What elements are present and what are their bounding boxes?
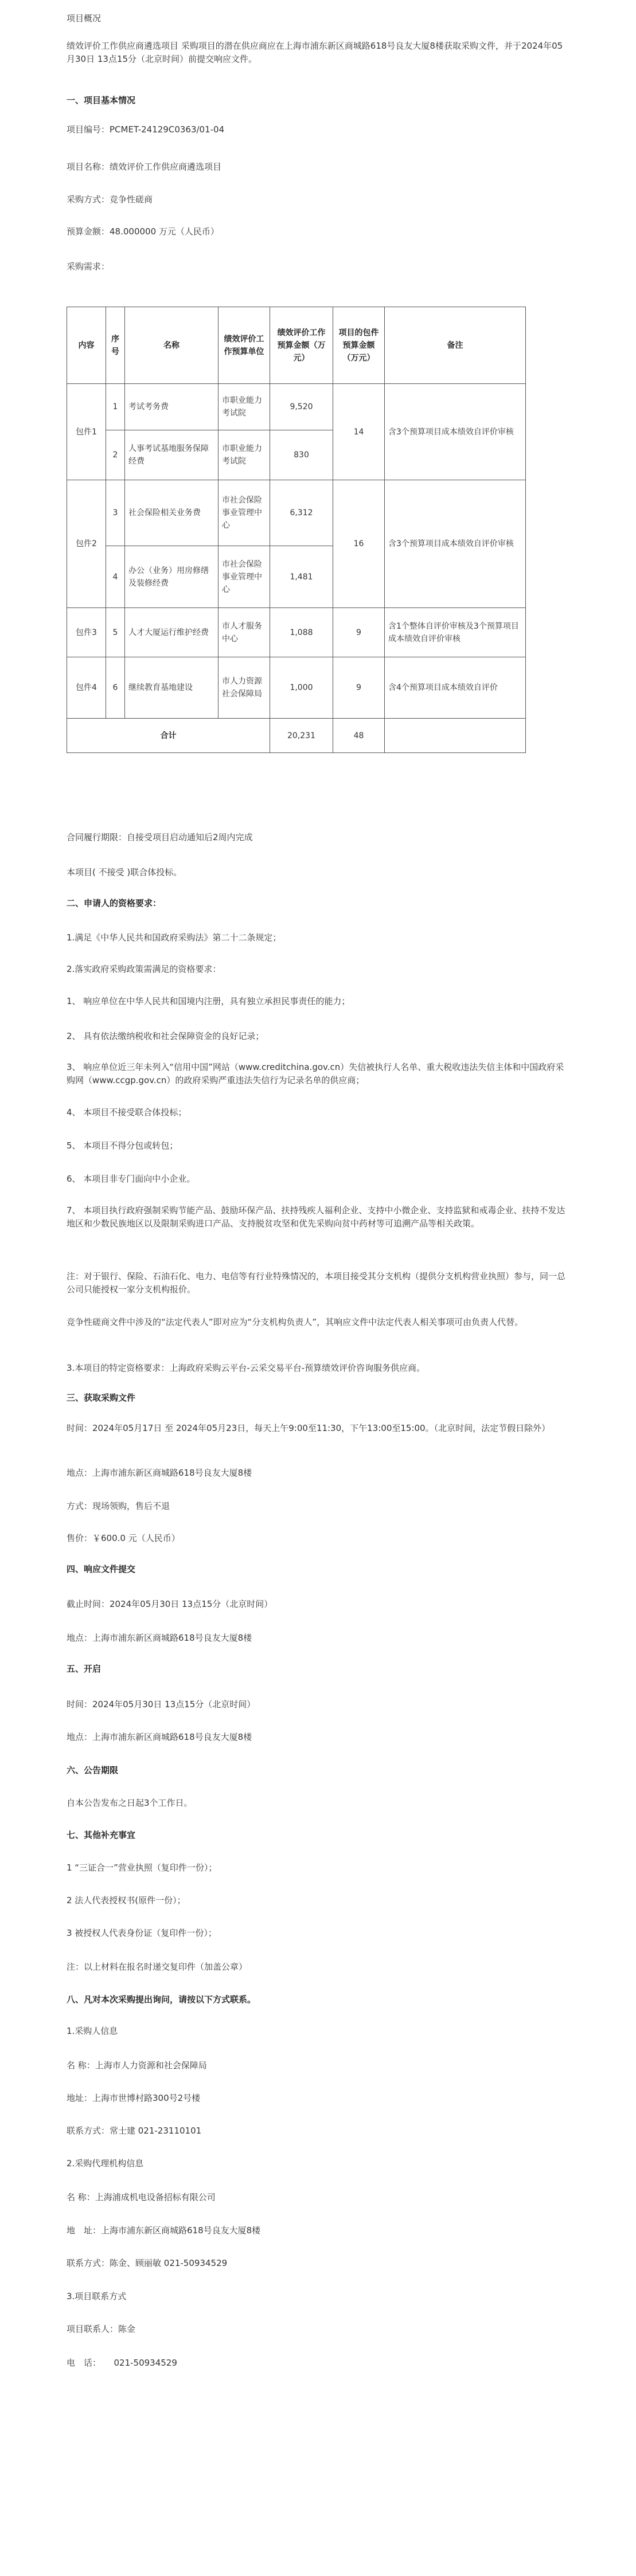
section-6-heading: 六、公告期限 (67, 1765, 119, 1775)
row-unit: 市社会保险事业管理中心 (218, 480, 270, 546)
table-row (67, 608, 526, 657)
notice-period: 自本公告发布之日起3个工作日。 (67, 1798, 193, 1808)
row-unit: 市职业能力考试院 (218, 430, 270, 480)
material-3: 3 被授权人代表身份证（复印件一份）； (67, 1928, 217, 1938)
row-name: 继续教育基地建设 (125, 657, 218, 719)
section-5-heading: 五、开启 (67, 1664, 102, 1674)
material-note: 注：以上材料在报名时递交复印件（加盖公章） (67, 1962, 248, 1972)
header-name: 名称 (125, 307, 218, 384)
project-contact-person: 项目联系人：陈金 (67, 2324, 136, 2334)
row-no: 6 (106, 657, 125, 719)
total-amount: 48 (333, 719, 385, 753)
row-value: 830 (270, 430, 333, 480)
project-name: 项目名称：绩效评价工作供应商遴选项目 (67, 162, 222, 172)
row-no: 3 (106, 480, 125, 546)
package-amount: 9 (333, 657, 385, 719)
requirement-7: 7、 本项目执行政府强制采购节能产品、鼓励环保产品、扶持残疾人福利企业、支持中小微企业、支持监狱和戒毒企业、扶持不发达地区和少数民族地区以及限制采购进口产品、支持脱贫攻坚和优先采购向贫中药材等可追溯产品等相关政策。 (67, 1205, 565, 1229)
table-row (67, 657, 526, 719)
material-2: 2 法人代表授权书(原件一份）； (67, 1895, 186, 1905)
overview-text: 绩效评价工作供应商遴选项目 采购项目的潜在供应商应在上海市浦东新区商城路618号良友大厦8楼获取采购文件，并于2024年05月30日 13点15分（北京时间）前提交响应文件。 (67, 41, 563, 64)
row-name: 人才大厦运行维护经费 (125, 608, 218, 657)
acquire-time: 时间：2024年05月17日 至 2024年05月23日，每天上午9:00至11:30，下午13:00至15:00。（北京时间，法定节假日除外） (67, 1423, 551, 1433)
table-row (67, 384, 526, 430)
package-amount: 14 (333, 384, 385, 480)
section-2-heading: 二、申请人的资格要求： (67, 898, 162, 908)
section-3-heading: 三、获取采购文件 (67, 1393, 136, 1403)
overview-title: 项目概况 (67, 13, 102, 23)
procurement-table (67, 307, 526, 753)
purchaser-contact: 联系方式：常士建 021-23110101 (67, 2126, 202, 2136)
submit-place: 地点：上海市浦东新区商城路618号良友大厦8楼 (67, 1633, 252, 1643)
row-name: 社会保险相关业务费 (125, 480, 218, 546)
acquire-method: 方式：现场领购，售后不退 (67, 1501, 170, 1511)
section-7-heading: 七、其他补充事宜 (67, 1830, 136, 1840)
row-no: 5 (106, 608, 125, 657)
package-note: 含3个预算项目成本绩效自评价审核 (385, 480, 526, 608)
opening-place: 地点：上海市浦东新区商城路618号良友大厦8楼 (67, 1732, 252, 1742)
row-unit: 市社会保险事业管理中心 (218, 546, 270, 608)
qualification-2: 2.落实政府采购政策需满足的资格要求： (67, 964, 221, 974)
package-name: 包件2 (67, 480, 106, 608)
project-contact-title: 3.项目联系方式 (67, 2291, 127, 2301)
header-no: 序号 (106, 307, 125, 384)
row-no: 1 (106, 384, 125, 430)
total-note-empty (385, 719, 526, 753)
branch-note: 注：对于银行、保险、石油石化、电力、电信等有行业特殊情况的，本项目接受其分支机构（提供分支机构营业执照）参与，同一总公司只能授权一家分支机构报价。 (67, 1271, 566, 1295)
project-number: 项目编号：PCMET-24129C0363/01-04 (67, 124, 225, 135)
total-value: 20,231 (270, 719, 333, 753)
total-label: 合计 (67, 719, 270, 753)
package-name: 包件3 (67, 608, 106, 657)
requirement-label: 采购需求： (67, 261, 110, 272)
procurement-method: 采购方式：竞争性磋商 (67, 194, 153, 205)
header-unit: 绩效评价工作预算单位 (218, 307, 270, 384)
row-no: 2 (106, 430, 125, 480)
package-note: 含1个整体自评价审核及3个预算项目成本绩效自评价审核 (385, 608, 526, 657)
purchaser-name: 名 称：上海市人力资源和社会保障局 (67, 2060, 207, 2071)
agency-contact: 联系方式：陈金、顾丽敏 021-50934529 (67, 2258, 228, 2268)
agency-address: 地 址：上海市浦东新区商城路618号良友大厦8楼 (67, 2225, 261, 2236)
row-name: 人事考试基地服务保障经费 (125, 430, 218, 480)
qualification-1: 1.满足《中华人民共和国政府采购法》第二十二条规定； (67, 932, 282, 943)
row-unit: 市人力资源社会保障局 (218, 657, 270, 719)
requirement-4: 4、 本项目不接受联合体投标； (67, 1107, 187, 1118)
document-price: 售价：￥600.0 元（人民币） (67, 1533, 180, 1543)
header-value: 绩效评价工作预算金额（万元） (270, 307, 333, 384)
package-note: 含4个预算项目成本绩效自评价 (385, 657, 526, 719)
consortium-note: 本项目( 不接受 )联合体投标。 (67, 867, 182, 877)
table-total-row (67, 719, 526, 753)
material-1: 1 “三证合一”营业执照（复印件一份）； (67, 1863, 217, 1873)
requirement-3: 3、 响应单位近三年未列入“信用中国”网站（www.creditchina.gov.cn）失信被执行人名单、重大税收违法失信主体和中国政府采购网（www.ccgp.gov.cn）的政府采购严重违法失信行为记录名单的供应商； (67, 1062, 564, 1085)
row-no: 4 (106, 546, 125, 608)
acquire-place: 地点：上海市浦东新区商城路618号良友大厦8楼 (67, 1468, 252, 1478)
row-value: 1,481 (270, 546, 333, 608)
agency-name: 名 称：上海浦成机电设备招标有限公司 (67, 2192, 216, 2202)
row-unit: 市职业能力考试院 (218, 384, 270, 430)
header-note: 备注 (385, 307, 526, 384)
qualification-3: 3.本项目的特定资格要求：上海政府采购云平台-云采交易平台-预算绩效评价咨询服务供应商。 (67, 1363, 426, 1373)
requirement-1: 1、 响应单位在中华人民共和国境内注册，具有独立承担民事责任的能力； (67, 996, 350, 1006)
table-row (67, 480, 526, 546)
package-name: 包件4 (67, 657, 106, 719)
table-header-row (67, 307, 526, 384)
requirement-6: 6、 本项目非专门面向中小企业。 (67, 1174, 196, 1184)
row-unit: 市人才服务中心 (218, 608, 270, 657)
package-amount: 16 (333, 480, 385, 608)
package-name: 包件1 (67, 384, 106, 480)
submit-deadline: 截止时间：2024年05月30日 13点15分（北京时间） (67, 1599, 273, 1609)
opening-time: 时间：2024年05月30日 13点15分（北京时间） (67, 1699, 256, 1710)
header-package-amount: 项目的包件预算金额（万元） (333, 307, 385, 384)
purchaser-address: 地址：上海市世博村路300号2号楼 (67, 2093, 201, 2103)
requirement-5: 5、 本项目不得分包或转包； (67, 1140, 178, 1151)
row-value: 9,520 (270, 384, 333, 430)
row-value: 1,000 (270, 657, 333, 719)
row-name: 考试考务费 (125, 384, 218, 430)
requirement-2: 2、 具有依法缴纳税收和社会保障资金的良好记录； (67, 1031, 264, 1041)
section-4-heading: 四、响应文件提交 (67, 1564, 136, 1574)
section-8-heading: 八、凡对本次采购提出询问，请按以下方式联系。 (67, 1994, 256, 2005)
contract-period: 合同履行期限：自接受项目启动通知后2周内完成 (67, 832, 253, 842)
purchaser-title: 1.采购人信息 (67, 2026, 118, 2036)
row-name: 办公（业务）用房修缮及装修经费 (125, 546, 218, 608)
row-value: 6,312 (270, 480, 333, 546)
row-value: 1,088 (270, 608, 333, 657)
package-note: 含3个预算项目成本绩效自评价审核 (385, 384, 526, 480)
header-content: 内容 (67, 307, 106, 384)
section-1-heading: 一、项目基本情况 (67, 95, 136, 105)
project-contact-phone: 电 话： 021-50934529 (67, 2358, 177, 2368)
package-amount: 9 (333, 608, 385, 657)
budget-amount: 预算金额：48.000000 万元（人民币） (67, 226, 219, 237)
representative-note: 竞争性磋商文件中涉及的“法定代表人”即对应为“分支机构负责人”，其响应文件中法定代表人相关事项可由负责人代替。 (67, 1317, 524, 1327)
agency-title: 2.采购代理机构信息 (67, 2158, 144, 2169)
